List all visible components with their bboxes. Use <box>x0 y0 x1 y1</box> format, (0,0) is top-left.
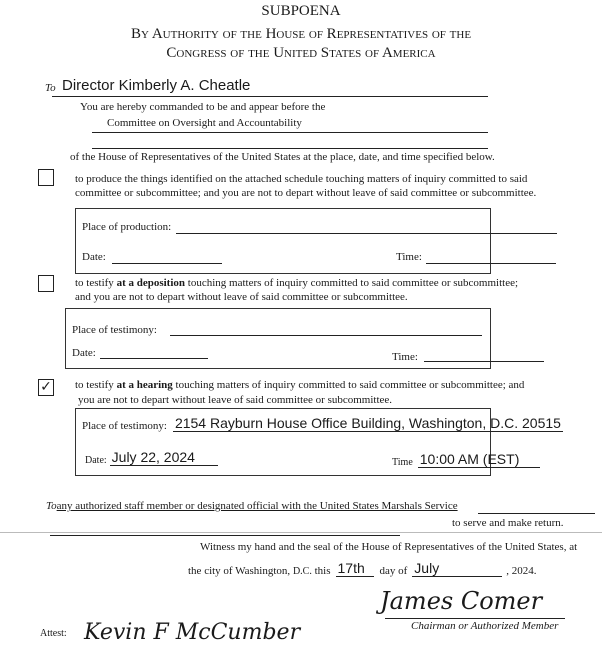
production-time-field[interactable] <box>426 263 556 264</box>
server-line-extension <box>478 513 595 514</box>
server-line-2 <box>50 535 400 536</box>
place-of-production-label: Place of production: <box>82 221 172 233</box>
day-of-text: day of <box>379 565 408 577</box>
deposition-box <box>65 308 491 369</box>
of-house-text: of the House of Representatives of the United States at the place, date, and time specified below. <box>70 151 495 163</box>
document-title: SUBPOENA <box>261 3 341 19</box>
production-checkbox[interactable] <box>38 169 54 186</box>
checkmark-icon: ✓ <box>40 379 52 395</box>
deposition-date-label: Date: <box>72 347 96 359</box>
signature-line <box>385 618 565 619</box>
city-line <box>188 560 537 577</box>
deposition-time-label: Time: <box>392 351 418 363</box>
committee-line <box>92 132 488 133</box>
hearing-time-row <box>392 451 540 468</box>
deposition-place-label: Place of testimony: <box>72 324 157 336</box>
hearing-checkbox[interactable] <box>38 379 54 396</box>
authority-line-1: By Authority of the House of Representatives of the <box>130 26 472 42</box>
to-label: To <box>45 82 56 94</box>
hearing-date-label: Date: <box>85 455 107 466</box>
hearing-text-2: you are not to depart without leave of said committee or subcommittee. <box>78 394 393 406</box>
chairman-signature: James Comer <box>380 587 543 615</box>
authority-line-2: Congress of the United States of America <box>166 45 436 61</box>
production-text-2: committee or subcommittee; and you are not to depart without leave of said committee or subcommittee. <box>75 187 537 199</box>
hearing-place-row <box>82 415 563 432</box>
recipient-line <box>52 96 488 97</box>
month-value: July <box>412 560 502 577</box>
deposition-checkbox[interactable] <box>38 275 54 292</box>
production-text-1: to produce the things identified on the attached schedule touching matters of inquiry committed to said <box>75 173 528 185</box>
day-value: 17th <box>336 560 374 577</box>
hearing-place-value[interactable]: 2154 Rayburn House Office Building, Washington, D.C. 20515 <box>174 415 561 431</box>
hearing-time-label: Time <box>392 457 413 468</box>
attest-label: Attest: <box>40 628 67 639</box>
witness-text: Witness my hand and the seal of the House of Representatives of the United States, at <box>200 541 578 553</box>
chairman-caption: Chairman or Authorized Member <box>411 620 559 632</box>
hearing-box <box>75 408 561 476</box>
hearing-date-value[interactable]: July 22, 2024 <box>110 449 218 466</box>
hearing-text-1: to testify at a hearing touching matters of inquiry committed to said committee or subcommittee; and <box>75 379 525 391</box>
deposition-time-field[interactable] <box>424 361 544 362</box>
divider <box>0 532 602 533</box>
recipient-name: Director Kimberly A. Cheatle <box>62 77 251 94</box>
hearing-place-label: Place of testimony: <box>82 420 167 432</box>
production-time-label: Time: <box>396 251 422 263</box>
commanded-text: You are hereby commanded to be and appear before the <box>80 101 326 113</box>
hearing-time-value[interactable]: 10:00 AM (EST) <box>418 451 540 468</box>
production-box <box>75 208 491 274</box>
deposition-date-field[interactable] <box>100 358 208 359</box>
production-date-label: Date: <box>82 251 106 263</box>
attest-signature: Kevin F McCumber <box>84 620 301 645</box>
deposition-place-field[interactable] <box>170 335 482 336</box>
hearing-date-row <box>85 449 218 466</box>
year-text: , 2024. <box>506 565 537 577</box>
city-text: the city of Washington, D.C. this <box>188 565 331 577</box>
serve-text: to serve and make return. <box>452 517 564 529</box>
server-line: Toany authorized staff member or designated official with the United States Marshals Service <box>46 500 458 512</box>
committee-name: Committee on Oversight and Accountability <box>107 117 302 129</box>
subcommittee-line <box>92 148 488 149</box>
place-of-production-field[interactable] <box>176 233 557 234</box>
production-date-field[interactable] <box>112 263 222 264</box>
deposition-text-2: and you are not to depart without leave of said committee or subcommittee. <box>75 291 408 303</box>
deposition-text-1: to testify at a deposition touching matters of inquiry committed to said committee or subcommittee; <box>75 277 519 289</box>
